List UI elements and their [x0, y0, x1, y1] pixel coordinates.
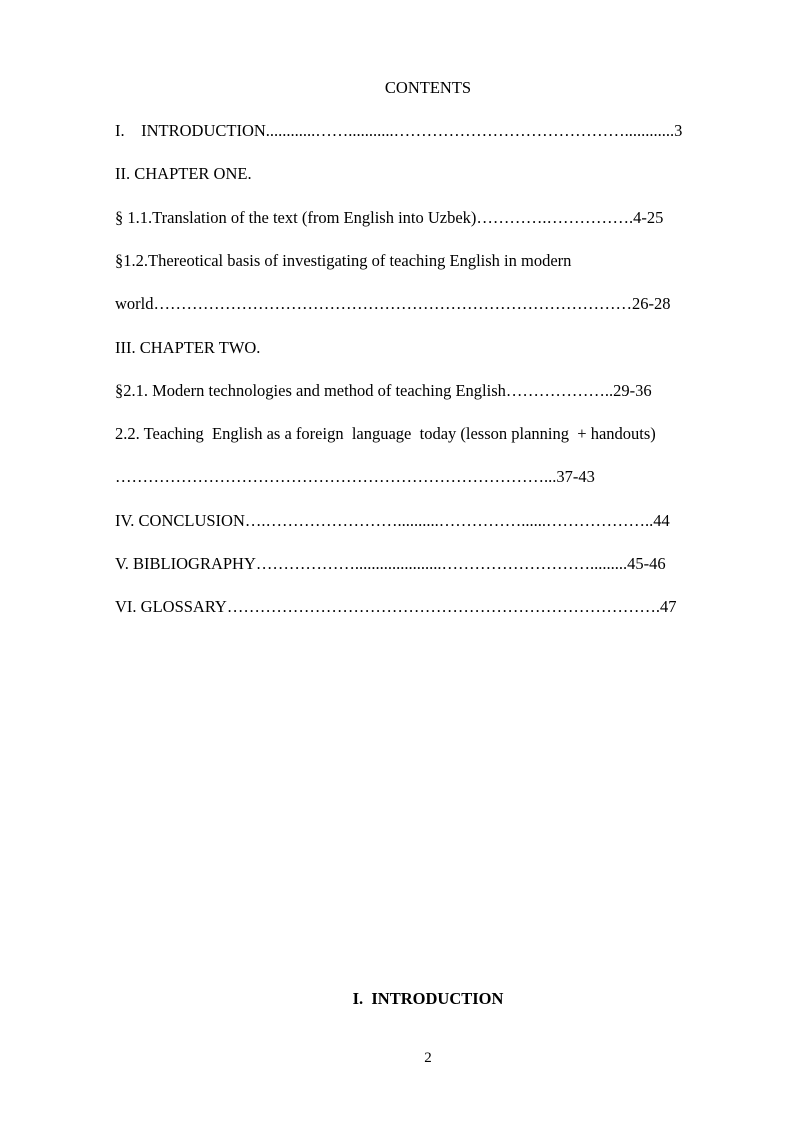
toc-entry-1-2-continued: world……………………………………………………………………………26-28	[115, 294, 671, 313]
toc-entry-2-1: §2.1. Modern technologies and method of teaching English………………..29-36	[115, 381, 652, 400]
toc-entry-introduction: I. INTRODUCTION............……...........……………………………………............3	[115, 121, 683, 140]
toc-entry-chapter-two: III. CHAPTER TWO.	[115, 338, 261, 357]
toc-entry-glossary: VI. GLOSSARY…………………………………………………………………….47	[115, 597, 677, 616]
toc-entry-conclusion: IV. CONCLUSION….……………………..........……………......………………..44	[115, 511, 670, 530]
toc-entry-2-2: 2.2. Teaching English as a foreign language today (lesson planning + handouts)	[115, 424, 656, 443]
section-heading: I. INTRODUCTION	[352, 989, 504, 1008]
toc-entry-1-1: § 1.1.Translation of the text (from English into Uzbek)………….…………….4-25	[115, 208, 664, 227]
toc-entry-1-2: §1.2.Thereotical basis of investigating of teaching English in modern	[115, 251, 572, 270]
page-number: 2	[424, 1050, 432, 1066]
toc-entry-chapter-one: II. CHAPTER ONE.	[115, 164, 252, 183]
toc-entry-bibliography: V. BIBLIOGRAPHY……………….....................……………………….........45-46	[115, 554, 666, 573]
toc-entry-2-2-continued: ……………………………………………………………………...37-43	[115, 467, 595, 486]
contents-title: CONTENTS	[384, 78, 472, 97]
